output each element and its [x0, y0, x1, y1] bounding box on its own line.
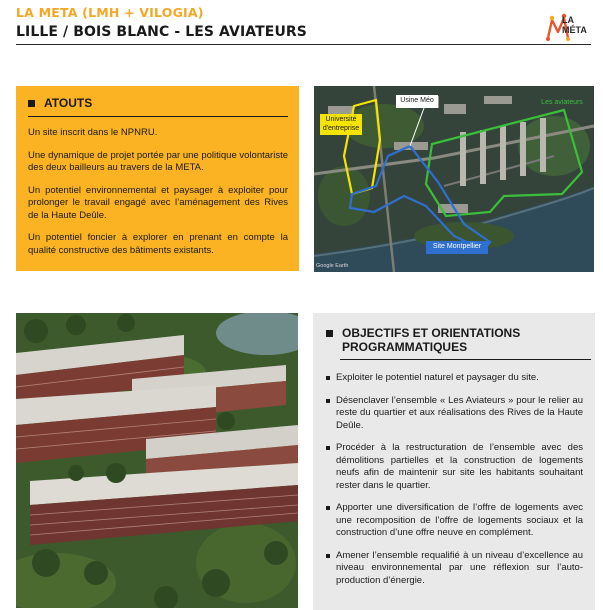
atouts-paragraph: Un potentiel foncier à explorer en prenant en compte la qualité constructive des bâtiments existants.: [28, 232, 288, 256]
aerial-photo: [16, 313, 298, 608]
atouts-paragraph: Une dynamique de projet portée par une politique volontariste des deux bailleurs au travers de la META.: [28, 149, 288, 173]
logo-text-la: LA: [562, 15, 574, 25]
objectifs-heading: [326, 327, 583, 354]
map-credit: Google Earth: [316, 263, 349, 269]
list-item: Apporter une diversification de l’offre de logements avec une recomposition de l’offre de logements sociaux et la construction d’une offre neuve en complément.: [326, 502, 583, 540]
header-divider: [16, 44, 591, 45]
bullet-icon: [326, 399, 330, 403]
atouts-panel: [16, 86, 299, 271]
list-item: Procéder à la restructuration de l’ensemble avec des démolitions partielles et la construction de logements neufs afin de maintenir sur site les habitants souhaitant rester dans le quartier.: [326, 442, 583, 492]
square-bullet-icon: [326, 330, 333, 337]
list-item: Exploiter le potentiel naturel et paysager du site.: [326, 372, 583, 385]
atouts-paragraph: Un site inscrit dans le NPNRU.: [28, 127, 158, 138]
atouts-body: [28, 127, 288, 257]
header-subtitle: LA META (LMH + VILOGIA): [16, 5, 204, 20]
map-label-universite: Université d'entreprise: [320, 114, 362, 135]
objectifs-panel: [313, 313, 595, 610]
map-label-montpellier: Site Montpellier: [426, 241, 488, 254]
bullet-icon: [326, 446, 330, 450]
objectifs-divider: [340, 359, 591, 360]
objectifs-list: [326, 372, 583, 587]
atouts-divider: [28, 116, 288, 117]
aerial-site-map: [314, 86, 594, 272]
objectifs-title: OBJECTIFS ET ORIENTATIONS PROGRAMMATIQUES: [342, 326, 521, 354]
list-item: Amener l’ensemble requalifié à un niveau d’excellence au niveau environnemental par une réflexion sur l’auto-production d’énergie.: [326, 550, 583, 588]
atouts-paragraph: Un potentiel environnemental et paysager à exploiter pour prolonger le travail engagé avec l’aménagement des Rives de la Haute Deûle.: [28, 184, 288, 221]
list-item: Désenclaver l’ensemble « Les Aviateurs » pour le relier au reste du quartier et aux réalisations des Rives de la Haute Deûle.: [326, 395, 583, 433]
bullet-icon: [326, 554, 330, 558]
map-label-aviateurs: Les aviateurs: [541, 99, 583, 106]
map-label-usine: Usine Méo: [396, 95, 438, 108]
atouts-title: ATOUTS: [44, 96, 93, 110]
bullet-icon: [326, 506, 330, 510]
bullet-icon: [326, 376, 330, 380]
page-title: LILLE / BOIS BLANC - LES AVIATEURS: [16, 24, 307, 40]
square-bullet-icon: [28, 100, 35, 107]
logo-text-meta: MÉTA: [562, 25, 587, 35]
aerial-photo-image: [16, 313, 298, 608]
atouts-heading: [28, 96, 288, 110]
